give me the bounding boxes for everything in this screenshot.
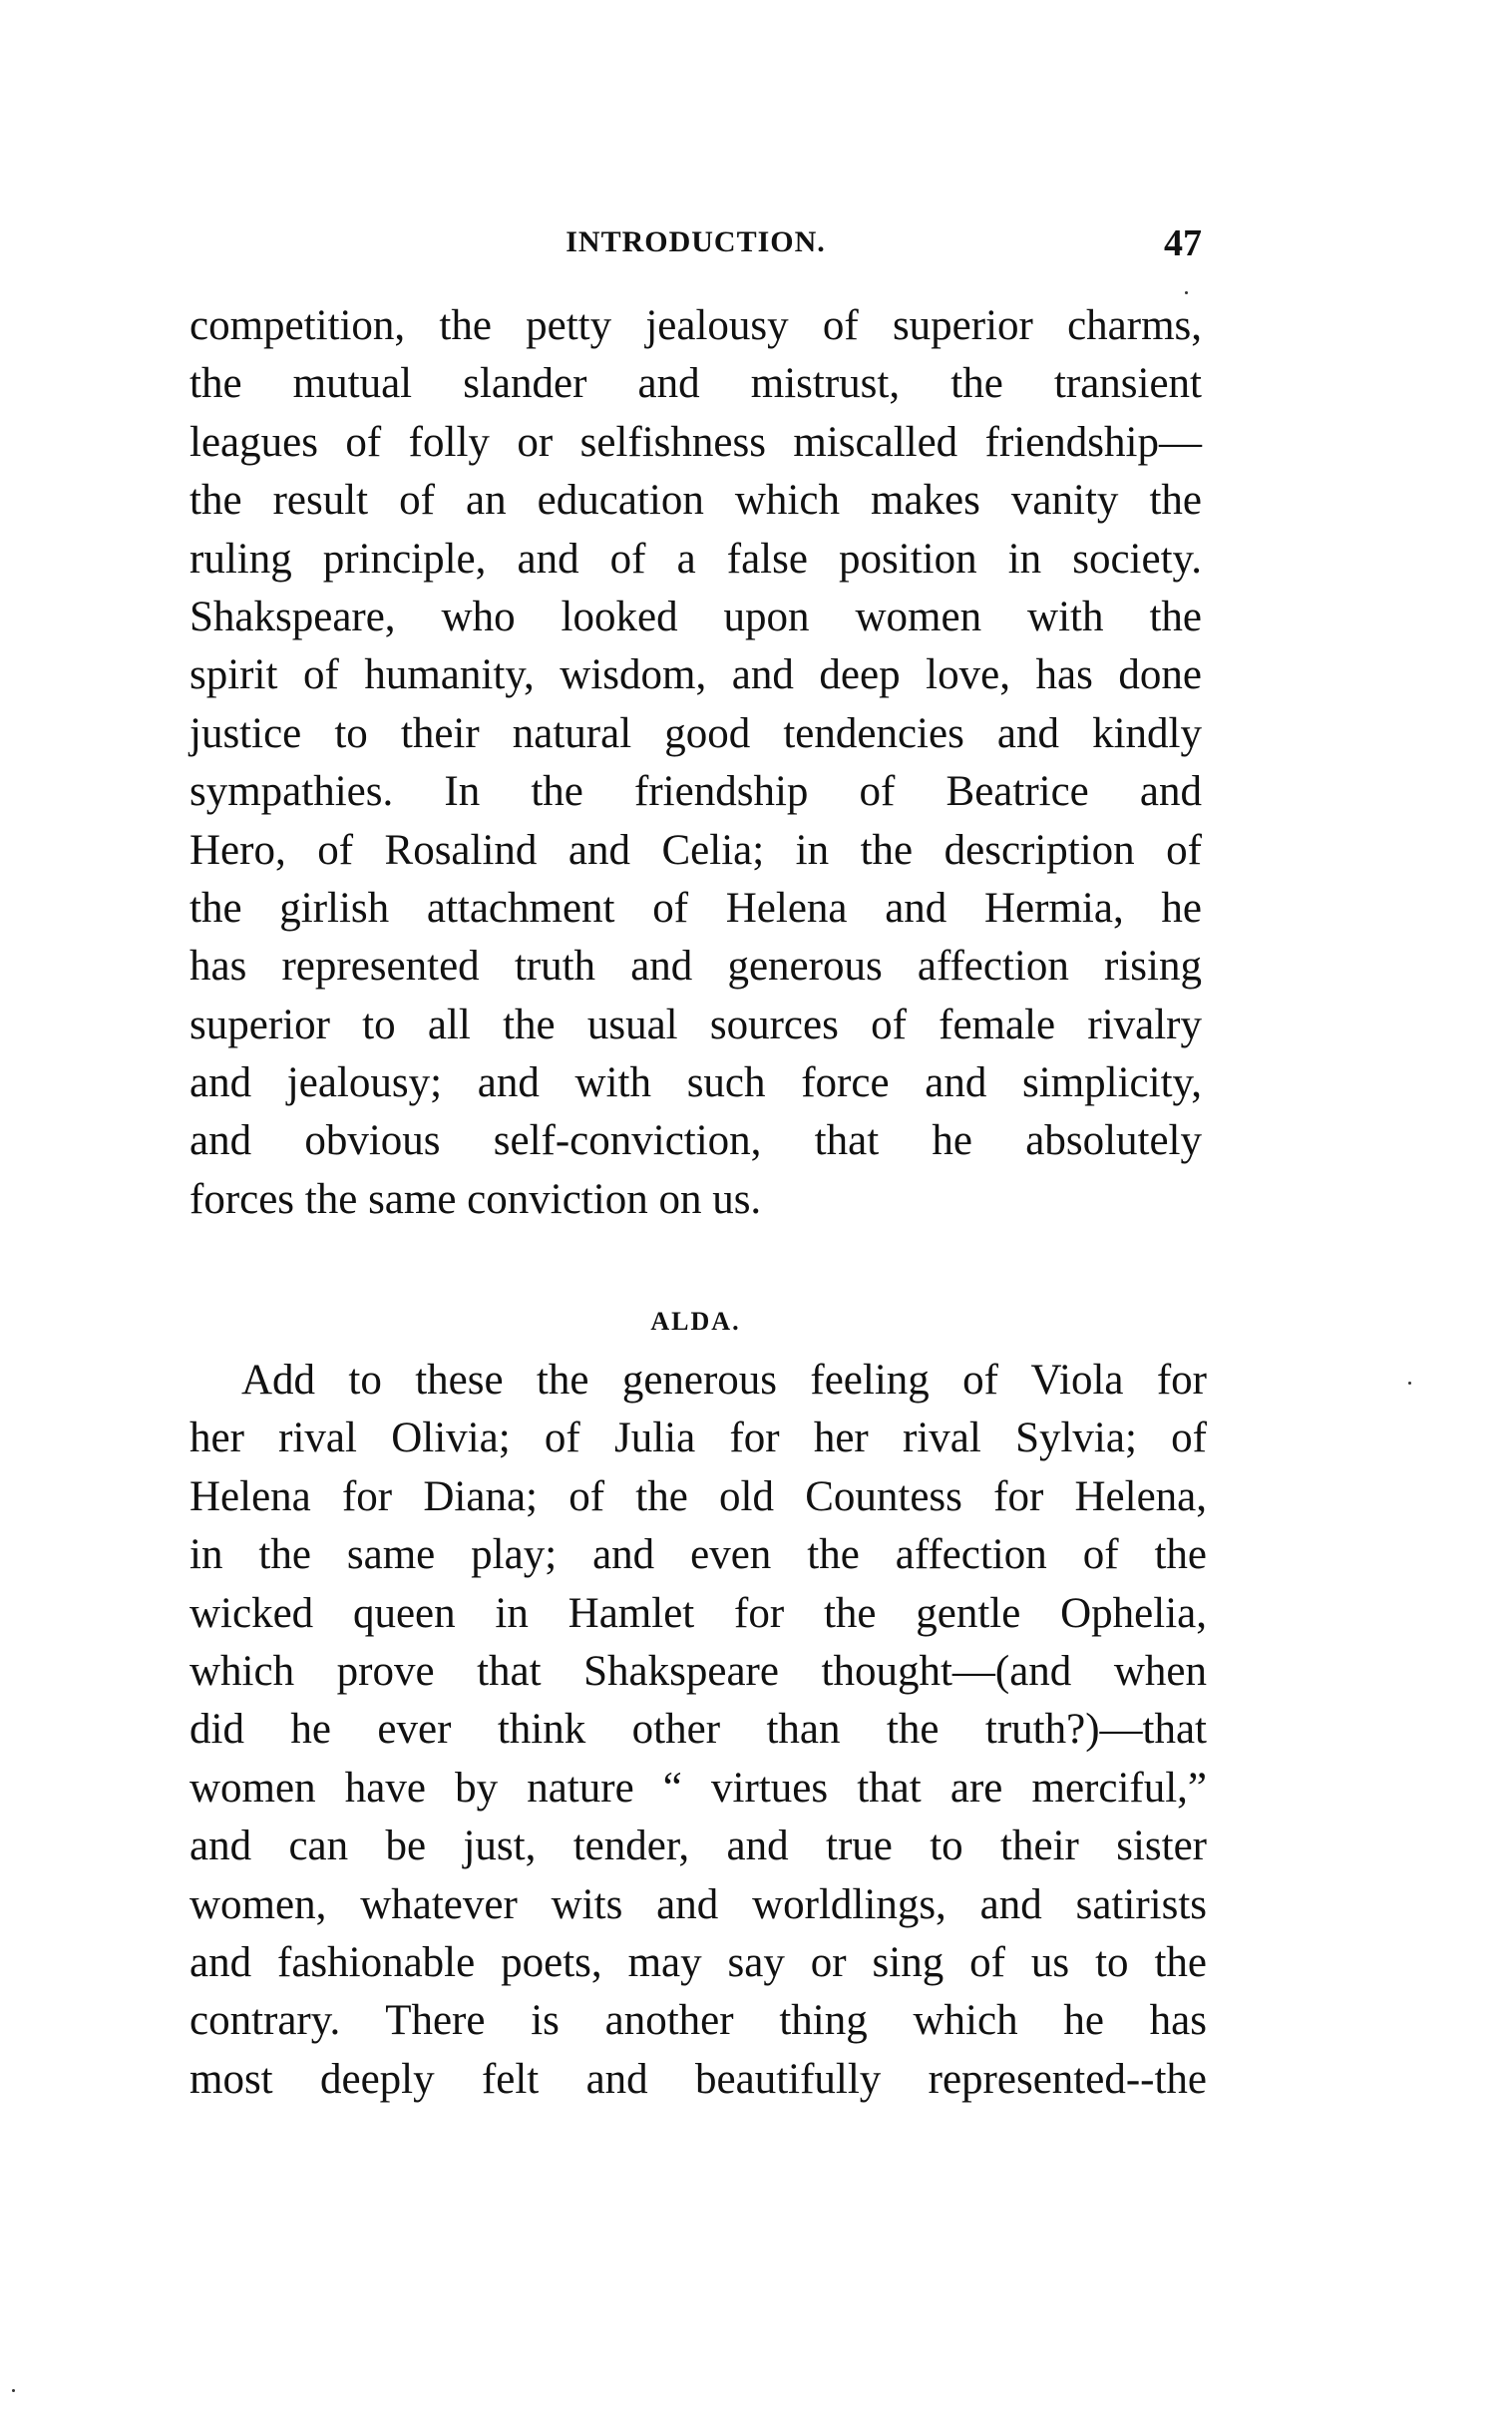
text-line: Helena for Diana; of the old Countess for Helena, <box>189 1472 1207 1520</box>
text-line: and can be just, tender, and true to their sister <box>189 1823 1207 1870</box>
text-line: which prove that Shakspeare thought—(and when <box>189 1647 1207 1695</box>
text-line: forces the same conviction on us. <box>189 1175 762 1223</box>
text-line: and obvious self-conviction, that he absolutely <box>189 1117 1202 1165</box>
text-line: women have by nature “ virtues that are merciful,” <box>189 1764 1207 1812</box>
text-line: spirit of humanity, wisdom, and deep love, has done <box>189 651 1202 699</box>
text-line: contrary. There is another thing which he has <box>189 1997 1207 2045</box>
text-line: Add to these the generous feeling of Viola for <box>241 1357 1207 1404</box>
text-line: and jealousy; and with such force and simplicity, <box>189 1059 1202 1107</box>
text-line: most deeply felt and beautifully represented--the <box>189 2055 1207 2103</box>
text-line: Hero, of Rosalind and Celia; in the description of <box>189 826 1202 874</box>
scan-speck <box>12 2389 15 2392</box>
running-head <box>189 217 1202 267</box>
scan-speck <box>1408 1382 1411 1385</box>
page-number: 47 <box>1164 222 1202 264</box>
text-line: and fashionable poets, may say or sing of us to the <box>189 1938 1207 1986</box>
paragraph-2 <box>189 1352 1207 2109</box>
text-line: wicked queen in Hamlet for the gentle Ophelia, <box>189 1589 1207 1637</box>
paragraph-1 <box>189 297 1202 1229</box>
text-line: superior to all the usual sources of female rivalry <box>189 1001 1202 1048</box>
text-line: women, whatever wits and worldlings, and satirists <box>189 1880 1207 1928</box>
scan-speck <box>1185 291 1188 294</box>
text-line: the mutual slander and mistrust, the transient <box>189 360 1202 408</box>
text-line: the girlish attachment of Helena and Hermia, he <box>189 884 1202 932</box>
text-line: her rival Olivia; of Julia for her rival Sylvia; of <box>189 1415 1207 1462</box>
text-line: justice to their natural good tendencies and kindly <box>189 709 1202 757</box>
section-heading: ALDA. <box>650 1307 741 1336</box>
text-line: did he ever think other than the truth?)—that <box>189 1706 1207 1754</box>
text-line: competition, the petty jealousy of superior charms, <box>189 302 1202 349</box>
text-line: Shakspeare, who looked upon women with the <box>189 593 1202 640</box>
text-line: the result of an education which makes vanity the <box>189 477 1202 525</box>
text-line: has represented truth and generous affection rising <box>189 943 1202 991</box>
text-line: ruling principle, and of a false position in society. <box>189 535 1202 583</box>
text-line: in the same play; and even the affection of the <box>189 1531 1207 1579</box>
text-line: sympathies. In the friendship of Beatrice and <box>189 768 1202 816</box>
text-line: leagues of folly or selfishness miscalled friendship— <box>189 418 1202 466</box>
running-title: INTRODUCTION. <box>566 225 826 258</box>
